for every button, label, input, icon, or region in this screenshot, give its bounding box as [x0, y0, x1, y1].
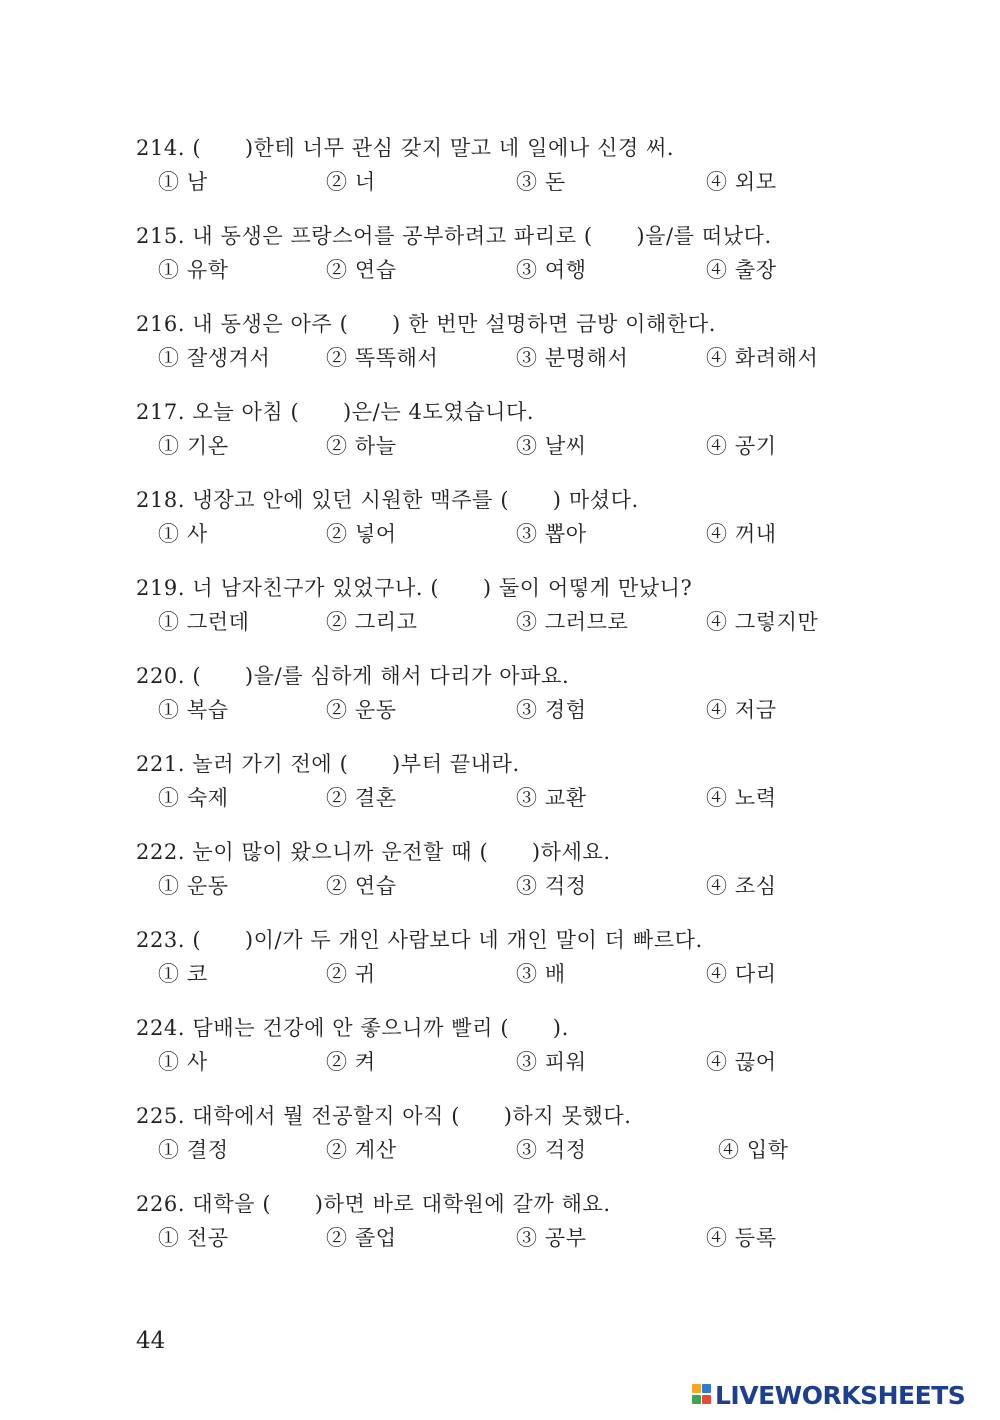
option-2[interactable]: ② 연습 [326, 874, 397, 898]
question-text: 226. 대학을 ( )하면 바로 대학원에 갈까 해요. [136, 1192, 611, 1216]
answer-options [158, 784, 898, 814]
answer-options [158, 168, 898, 198]
question-219 [136, 574, 896, 654]
answer-options [158, 872, 898, 902]
option-2[interactable]: ② 켜 [326, 1050, 376, 1074]
liveworksheets-watermark[interactable] [692, 1380, 965, 1410]
question-222 [136, 838, 896, 918]
option-1[interactable]: ① 기온 [158, 434, 229, 458]
question-text: 215. 내 동생은 프랑스어를 공부하려고 파리로 ( )을/를 떠났다. [136, 224, 772, 248]
option-4[interactable]: ④ 출장 [706, 258, 777, 282]
question-214 [136, 134, 896, 214]
question-text: 220. ( )을/를 심하게 해서 다리가 아파요. [136, 664, 570, 688]
option-2[interactable]: ② 넣어 [326, 522, 397, 546]
question-224 [136, 1014, 896, 1094]
option-3[interactable]: ③ 걱정 [516, 874, 587, 898]
option-4[interactable]: ④ 조심 [706, 874, 777, 898]
option-4[interactable]: ④ 공기 [706, 434, 777, 458]
question-215 [136, 222, 896, 302]
option-4[interactable]: ④ 노력 [706, 786, 777, 810]
option-4[interactable]: ④ 화려해서 [706, 346, 819, 370]
answer-options [158, 696, 898, 726]
answer-options [158, 520, 898, 550]
option-4[interactable]: ④ 다리 [706, 962, 777, 986]
option-3[interactable]: ③ 교환 [516, 786, 587, 810]
question-text: 214. ( )한테 너무 관심 갖지 말고 네 일에나 신경 써. [136, 136, 675, 160]
option-1[interactable]: ① 그런데 [158, 610, 250, 634]
option-1[interactable]: ① 전공 [158, 1226, 229, 1250]
option-3[interactable]: ③ 돈 [516, 170, 566, 194]
option-4[interactable]: ④ 그렇지만 [706, 610, 819, 634]
option-2[interactable]: ② 귀 [326, 962, 376, 986]
option-4[interactable]: ④ 끊어 [706, 1050, 777, 1074]
answer-options [158, 1136, 898, 1166]
option-2[interactable]: ② 하늘 [326, 434, 397, 458]
option-4[interactable]: ④ 등록 [706, 1226, 777, 1250]
option-4[interactable]: ④ 꺼내 [706, 522, 777, 546]
answer-options [158, 960, 898, 990]
brand-name: LIVEWORKSHEETS [715, 1380, 966, 1410]
question-225 [136, 1102, 896, 1182]
answer-options [158, 344, 898, 374]
question-text: 217. 오늘 아침 ( )은/는 4도였습니다. [136, 400, 535, 424]
option-1[interactable]: ① 숙제 [158, 786, 229, 810]
option-3[interactable]: ③ 뽑아 [516, 522, 587, 546]
option-3[interactable]: ③ 날씨 [516, 434, 587, 458]
option-1[interactable]: ① 결정 [158, 1138, 229, 1162]
option-2[interactable]: ② 똑똑해서 [326, 346, 439, 370]
answer-options [158, 256, 898, 286]
question-text: 221. 놀러 가기 전에 ( )부터 끝내라. [136, 752, 520, 776]
option-2[interactable]: ② 졸업 [326, 1226, 397, 1250]
answer-options [158, 1048, 898, 1078]
question-223 [136, 926, 896, 1006]
question-text: 223. ( )이/가 두 개인 사람보다 네 개인 말이 더 빠르다. [136, 928, 703, 952]
question-text: 222. 눈이 많이 왔으니까 운전할 때 ( )하세요. [136, 840, 611, 864]
option-3[interactable]: ③ 여행 [516, 258, 587, 282]
question-220 [136, 662, 896, 742]
option-4[interactable]: ④ 저금 [706, 698, 777, 722]
option-1[interactable]: ① 유학 [158, 258, 229, 282]
answer-options [158, 608, 898, 638]
question-221 [136, 750, 896, 830]
option-2[interactable]: ② 운동 [326, 698, 397, 722]
question-216 [136, 310, 896, 390]
question-226 [136, 1190, 896, 1270]
option-3[interactable]: ③ 공부 [516, 1226, 587, 1250]
liveworksheets-logo-icon [692, 1382, 712, 1408]
option-3[interactable]: ③ 배 [516, 962, 566, 986]
question-text: 216. 내 동생은 아주 ( ) 한 번만 설명하면 금방 이해한다. [136, 312, 716, 336]
option-1[interactable]: ① 잘생겨서 [158, 346, 271, 370]
question-text: 225. 대학에서 뭘 전공할지 아직 ( )하지 못했다. [136, 1104, 632, 1128]
option-1[interactable]: ① 복습 [158, 698, 229, 722]
option-3[interactable]: ③ 피워 [516, 1050, 587, 1074]
option-3[interactable]: ③ 분명해서 [516, 346, 629, 370]
option-1[interactable]: ① 사 [158, 1050, 208, 1074]
answer-options [158, 432, 898, 462]
page-number: 44 [136, 1328, 166, 1354]
option-2[interactable]: ② 연습 [326, 258, 397, 282]
question-218 [136, 486, 896, 566]
question-text: 224. 담배는 건강에 안 좋으니까 빨리 ( ). [136, 1016, 569, 1040]
option-2[interactable]: ② 계산 [326, 1138, 397, 1162]
option-3[interactable]: ③ 걱정 [516, 1138, 587, 1162]
option-2[interactable]: ② 결혼 [326, 786, 397, 810]
question-217 [136, 398, 896, 478]
question-text: 219. 너 남자친구가 있었구나. ( ) 둘이 어떻게 만났니? [136, 576, 693, 600]
option-1[interactable]: ① 남 [158, 170, 208, 194]
option-2[interactable]: ② 너 [326, 170, 376, 194]
option-4[interactable]: ④ 입학 [718, 1138, 789, 1162]
option-1[interactable]: ① 코 [158, 962, 208, 986]
answer-options [158, 1224, 898, 1254]
option-3[interactable]: ③ 그러므로 [516, 610, 629, 634]
option-1[interactable]: ① 운동 [158, 874, 229, 898]
option-1[interactable]: ① 사 [158, 522, 208, 546]
question-text: 218. 냉장고 안에 있던 시원한 맥주를 ( ) 마셨다. [136, 488, 639, 512]
option-3[interactable]: ③ 경험 [516, 698, 587, 722]
option-2[interactable]: ② 그리고 [326, 610, 418, 634]
option-4[interactable]: ④ 외모 [706, 170, 777, 194]
